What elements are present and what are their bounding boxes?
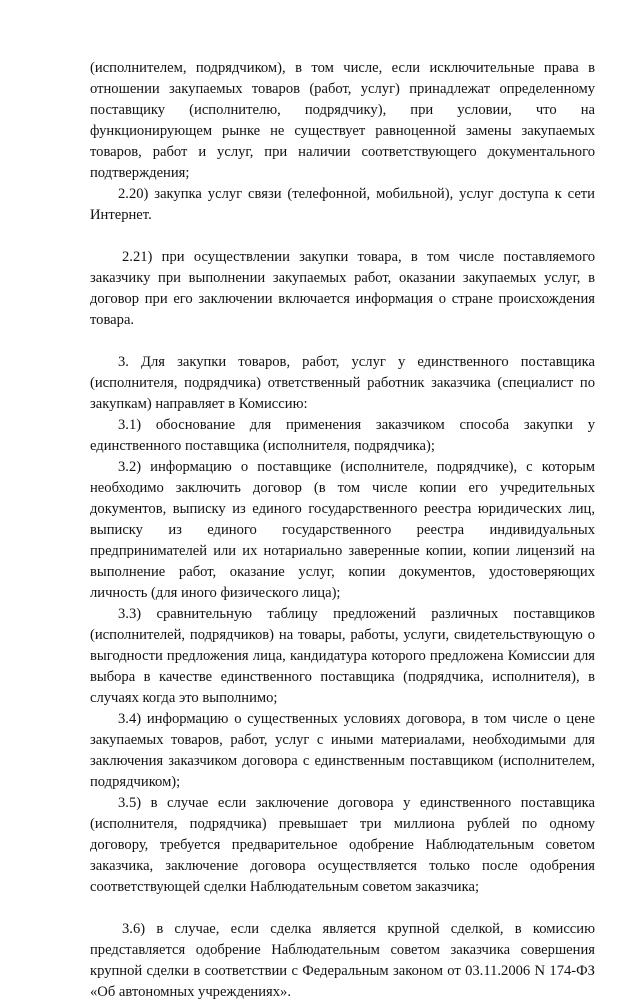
paragraph-3-1: 3.1) обоснование для применения заказчиком способа закупки у единственного поставщика (исполнителя, подрядчика); [90,417,595,454]
paragraph-2-20: 2.20) закупка услуг связи (телефонной, мобильной), услуг доступа к сети Интернет. [90,186,595,223]
document-page [90,58,595,1003]
paragraph-3-2: 3.2) информацию о поставщике (исполнителе, подрядчике), с которым необходимо заключить договор (в том числе копии его учредительных документов, выписку из единого государственного реестра юридических лиц, выписку из единого государственного реестра индивидуальных предпринимателей или их нотариально заверенные копии, копии лицензий на выполнение работ, оказание услуг, копии документов, удостоверяющих личность (для иного физического лица); [90,459,595,601]
paragraph-3-5: 3.5) в случае если заключение договора у единственного поставщика (исполнителя, подрядчика) превышает три миллиона рублей по одному договору, требуется предварительное одобрение Наблюдательным советом заказчика, заключение договора осуществляется только после одобрения соответствующей сделки Наблюдательным советом заказчика; [90,795,595,895]
paragraph-continuation: (исполнителем, подрядчиком), в том числе, если исключительные права в отношении закупаемых товаров (работ, услуг) принадлежат определенному поставщику (исполнителю, подрядчику), при условии, что на функционирующем рынке не существует равноценной замены закупаемых товаров, работ и услуг, при наличии соответствующего документального подтверждения; [90,60,595,181]
paragraph-2-21: 2.21) при осуществлении закупки товара, в том числе поставляемого заказчику при выполнении закупаемых работ, оказании закупаемых услуг, в договор при его заключении включается информация о стране происхождения товара. [90,249,595,328]
paragraph-3-4: 3.4) информацию о существенных условиях договора, в том числе о цене закупаемых товаров, работ, услуг с иными материалами, необходимыми для заключения заказчиком договора с единственным поставщиком (исполнителем, подрядчиком); [90,711,595,790]
paragraph-3-3: 3.3) сравнительную таблицу предложений различных поставщиков (исполнителей, подрядчиков) на товары, работы, услуги, свидетельствующую о выгодности предложения лица, кандидатура которого предложена Комиссии для выбора в качестве единственного поставщика (подрядчика, исполнителя), в случаях когда это выполнимо; [90,606,595,706]
paragraph-3: 3. Для закупки товаров, работ, услуг у единственного поставщика (исполнителя, подрядчика) ответственный работник заказчика (специалист по закупкам) направляет в Комиссию: [90,354,595,412]
paragraph-3-6: 3.6) в случае, если сделка является крупной сделкой, в комиссию представляется одобрение Наблюдательным советом заказчика совершения крупной сделки в соответствии с Федеральным законом от 03.11.2006 N 174-ФЗ «Об автономных учреждениях». [90,921,595,1000]
spacer [90,898,595,919]
spacer [90,331,595,352]
spacer [90,226,595,247]
